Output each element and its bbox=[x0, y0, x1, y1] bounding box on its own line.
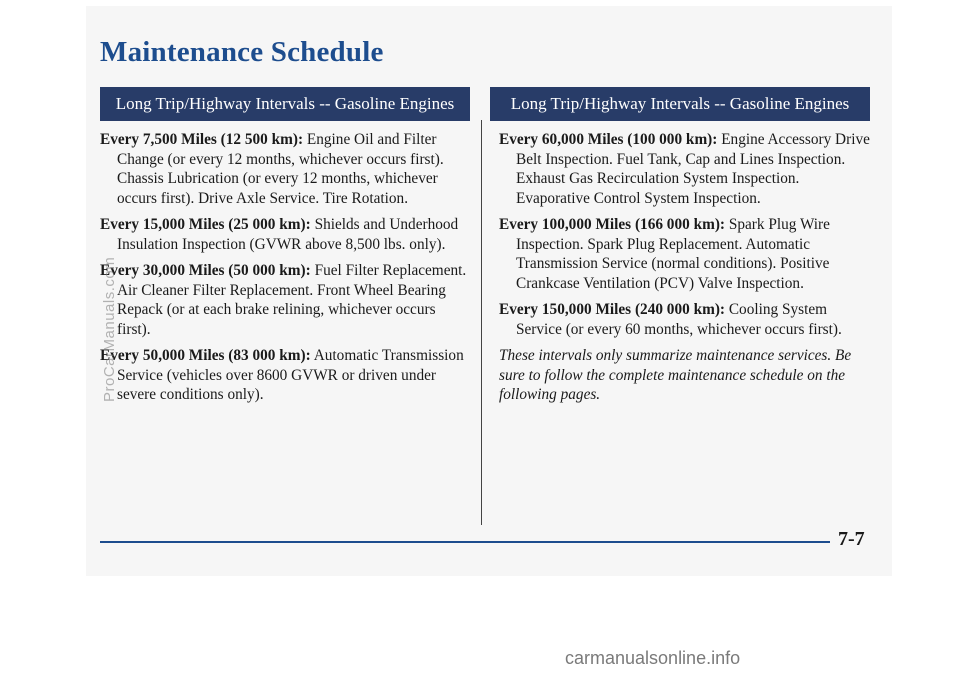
interval-entry bbox=[100, 346, 470, 405]
interval-label: Every 50,000 Miles (83 000 km): bbox=[100, 347, 311, 364]
page-title: Maintenance Schedule bbox=[100, 36, 384, 68]
interval-entry bbox=[100, 215, 470, 254]
interval-text: Engine Accessory Drive Belt Inspection. Fuel Tank, Cap and Lines Inspection. Exhaust Gas Recirculation System Inspection. Evaporative Control System Inspection. bbox=[516, 131, 870, 207]
watermark-footer: carmanualsonline.info bbox=[565, 648, 741, 668]
right-column bbox=[499, 130, 874, 405]
page-number: 7-7 bbox=[838, 528, 865, 550]
section-header-right: Long Trip/Highway Intervals -- Gasoline Engines bbox=[490, 87, 870, 121]
interval-entry bbox=[499, 300, 874, 339]
summary-note: These intervals only summarize maintenance services. Be sure to follow the complete maintenance schedule on the following pages. bbox=[499, 347, 852, 403]
interval-text: Automatic Transmission Service (vehicles over 8600 GVWR or driven under severe conditions only). bbox=[117, 347, 464, 403]
interval-label: Every 15,000 Miles (25 000 km): bbox=[100, 216, 311, 233]
interval-text: Fuel Filter Replacement. Air Cleaner Filter Replacement. Front Wheel Bearing Repack (or at each brake relining, whichever occurs first). bbox=[117, 262, 467, 338]
interval-text: Engine Oil and Filter Change (or every 12 months, whichever occurs first). Chassis Lubrication (or every 12 months, whichever occurs first). Drive Axle Service. Tire Rotation. bbox=[117, 131, 444, 207]
interval-entry bbox=[100, 261, 470, 339]
watermark-vertical: ProCarManuals.com bbox=[101, 256, 118, 402]
interval-entry bbox=[499, 130, 874, 208]
interval-label: Every 60,000 Miles (100 000 km): bbox=[499, 131, 718, 148]
section-header-left: Long Trip/Highway Intervals -- Gasoline Engines bbox=[100, 87, 470, 121]
interval-label: Every 7,500 Miles (12 500 km): bbox=[100, 131, 304, 148]
column-divider bbox=[481, 120, 482, 525]
interval-text: Shields and Underhood Insulation Inspection (GVWR above 8,500 lbs. only). bbox=[117, 216, 459, 253]
interval-label: Every 30,000 Miles (50 000 km): bbox=[100, 262, 311, 279]
left-column bbox=[100, 130, 470, 412]
interval-entry bbox=[100, 130, 470, 208]
interval-label: Every 100,000 Miles (166 000 km): bbox=[499, 216, 726, 233]
interval-text: Cooling System Service (or every 60 months, whichever occurs first). bbox=[516, 301, 842, 338]
interval-entry bbox=[499, 215, 874, 293]
interval-label: Every 150,000 Miles (240 000 km): bbox=[499, 301, 726, 318]
footer-rule bbox=[100, 541, 830, 543]
interval-text: Spark Plug Wire Inspection. Spark Plug Replacement. Automatic Transmission Service (normal conditions). Positive Crankcase Ventilation (PCV) Valve Inspection. bbox=[516, 216, 830, 292]
